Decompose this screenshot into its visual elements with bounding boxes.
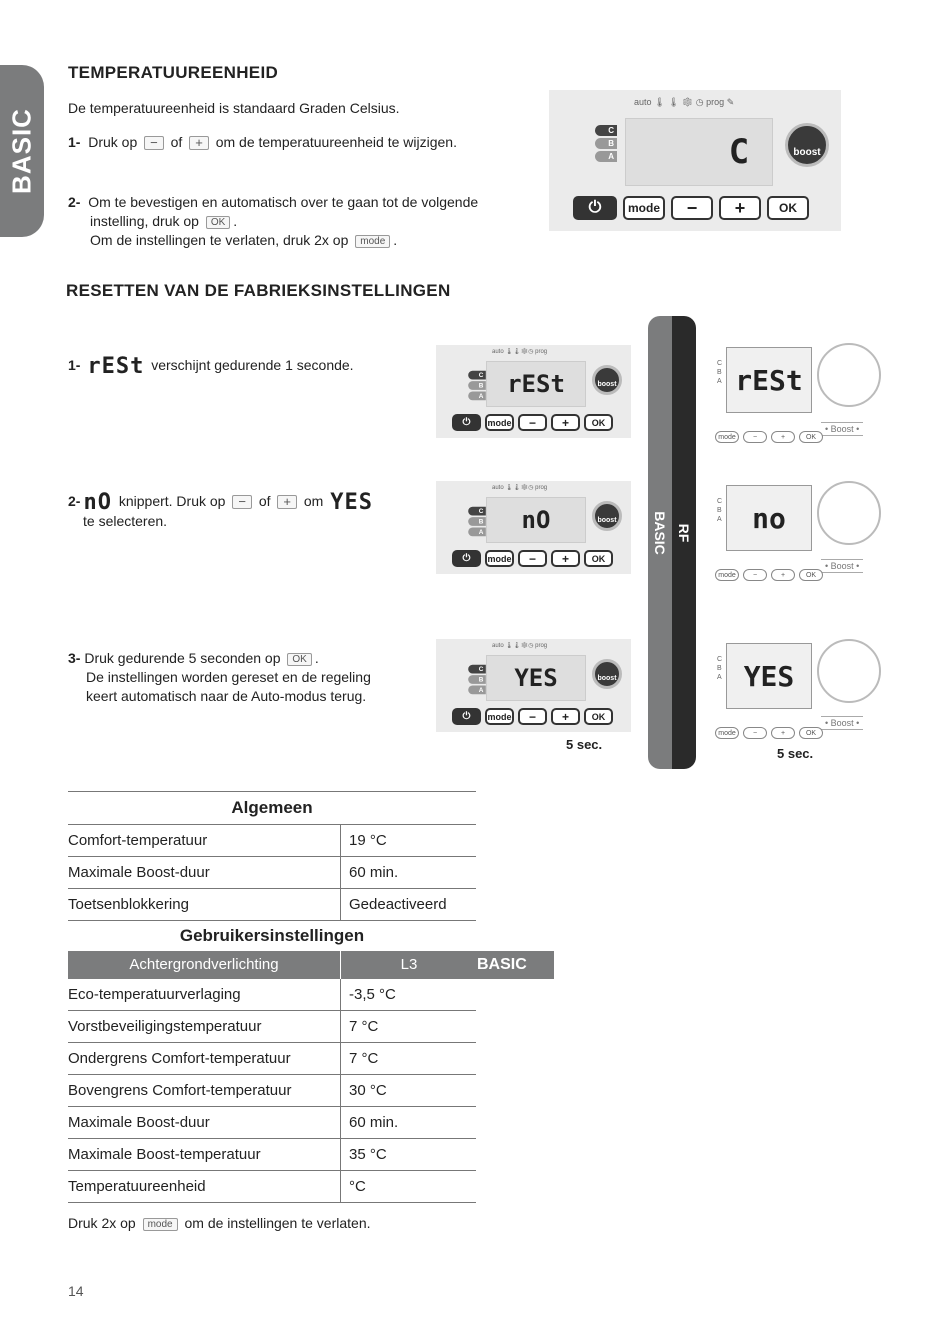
device-panel-rest: auto 🌡🌡❄◷ prog C B A rESt boost ⏻ mode − + OK — [436, 345, 631, 438]
minus-button[interactable]: − — [518, 550, 547, 567]
segment-rest: rESt — [87, 353, 145, 379]
section-title-factory-reset: RESETTEN VAN DE FABRIEKSINSTELLINGEN — [66, 281, 451, 300]
minus-button[interactable]: − — [518, 414, 547, 431]
plus-key-icon: + — [189, 136, 209, 150]
table-heading-general: Algemeen — [68, 791, 476, 824]
segment-yes: YES — [330, 489, 373, 515]
lcd-display: C — [625, 118, 773, 186]
rf-minus-button[interactable]: − — [743, 569, 767, 581]
rf-minus-button[interactable]: − — [743, 727, 767, 739]
reset-step-1: 1- rESt verschijnt gedurende 1 seconde. — [68, 353, 354, 379]
page-number: 14 — [68, 1283, 84, 1299]
rf-plus-button[interactable]: + — [771, 569, 795, 581]
table-row: Maximale Boost-duur 60 min. — [68, 857, 476, 889]
plus-button[interactable]: + — [719, 196, 761, 220]
boost-button[interactable]: boost — [592, 659, 622, 689]
boost-button[interactable]: boost — [592, 365, 622, 395]
rf-panel-yes: C B A YES • Boost • mode − + OK — [713, 639, 876, 743]
rf-lcd-display: YES — [726, 643, 812, 709]
rf-five-seconds-label: 5 sec. — [777, 746, 814, 761]
minus-key-icon: − — [144, 136, 164, 150]
power-button[interactable]: ⏻ — [452, 550, 481, 567]
mode-button[interactable]: mode — [485, 414, 514, 431]
mode-button[interactable]: mode — [485, 550, 514, 567]
mode-key-icon: mode — [355, 235, 390, 248]
rf-minus-button[interactable]: − — [743, 431, 767, 443]
mode-key-icon: mode — [143, 1218, 178, 1231]
rf-plus-button[interactable]: + — [771, 431, 795, 443]
table-row: Toetsenblokkering Gedeactiveerd — [68, 889, 476, 921]
table-row: Bovengrens Comfort-temperatuur 30 °C — [68, 1075, 476, 1107]
step-2-text: 2- Om te bevestigen en automatisch over te gaan tot de volgende instelling, druk op OK . Om de instellingen te verlaten, druk 2x op mode . — [68, 194, 479, 248]
power-button[interactable]: ⏻ — [573, 196, 617, 220]
device-panel-unit — [549, 90, 841, 231]
boost-button[interactable]: boost — [592, 501, 622, 531]
rf-dial[interactable] — [817, 481, 881, 545]
rf-panel-no: C B A no • Boost • mode − + OK — [713, 481, 876, 601]
plus-button[interactable]: + — [551, 550, 580, 567]
power-button[interactable]: ⏻ — [452, 414, 481, 431]
plus-key-icon: + — [277, 495, 297, 509]
table-heading-user: Gebruikersinstellingen — [68, 920, 476, 951]
ok-button[interactable]: OK — [584, 550, 613, 567]
rf-boost-label[interactable]: • Boost • — [821, 559, 863, 573]
boost-button[interactable]: boost — [785, 123, 829, 167]
ok-key-icon: OK — [287, 653, 311, 666]
minus-button[interactable]: − — [671, 196, 713, 220]
power-button[interactable]: ⏻ — [452, 708, 481, 725]
mode-button[interactable]: mode — [623, 196, 665, 220]
rf-lcd-display: rESt — [726, 347, 812, 413]
lcd-display: YES — [486, 655, 586, 701]
rf-boost-label[interactable]: • Boost • — [821, 716, 863, 730]
device-button-row — [573, 196, 809, 220]
footer-instruction: Druk 2x op mode om de instellingen te verlaten. — [68, 1215, 371, 1231]
reset-step-3: 3- Druk gedurende 5 seconden op OK . De instellingen worden gereset en de regeling keert automatisch naar de Auto-modus terug. — [68, 650, 371, 704]
segment-no: nO — [83, 489, 112, 515]
rf-mode-button[interactable]: mode — [715, 727, 739, 739]
basic-tag: BASIC — [477, 956, 527, 973]
rf-ok-button[interactable]: OK — [799, 431, 823, 443]
rf-ok-button[interactable]: OK — [799, 727, 823, 739]
rf-mode-button[interactable]: mode — [715, 569, 739, 581]
comfort-letters: C B A — [595, 125, 617, 162]
rf-dial[interactable] — [817, 639, 881, 703]
plus-button[interactable]: + — [551, 708, 580, 725]
ok-button[interactable]: OK — [767, 196, 809, 220]
device-panel-yes: auto 🌡🌡❄◷ prog C B A YES boost ⏻ mode − + OK — [436, 639, 631, 732]
step-1-text: 1- Druk op − of + om de temperatuureenheid te wijzigen. — [68, 134, 457, 151]
table-row: Maximale Boost-duur 60 min. — [68, 1107, 476, 1139]
table-row: Vorstbeveiligingstemperatuur 7 °C — [68, 1011, 476, 1043]
table-row: Temperatuureenheid °C — [68, 1171, 476, 1203]
lcd-display: rESt — [486, 361, 586, 407]
section-title-temperature-unit: TEMPERATUUREENHEID — [68, 63, 279, 82]
lcd-display: nO — [486, 497, 586, 543]
table-row: Maximale Boost-temperatuur 35 °C — [68, 1139, 476, 1171]
table-row-backlight: Achtergrondverlichting L3 BASIC — [68, 951, 554, 979]
ok-button[interactable]: OK — [584, 708, 613, 725]
device-panel-no: auto 🌡🌡❄◷ prog C B A nO boost ⏻ mode − + OK — [436, 481, 631, 574]
rf-plus-button[interactable]: + — [771, 727, 795, 739]
side-tab-basic: BASIC — [0, 65, 44, 237]
mode-button[interactable]: mode — [485, 708, 514, 725]
rf-lcd-display: no — [726, 485, 812, 551]
rf-ok-button[interactable]: OK — [799, 569, 823, 581]
plus-button[interactable]: + — [551, 414, 580, 431]
five-seconds-label: 5 sec. — [566, 737, 603, 752]
table-row: Ondergrens Comfort-temperatuur 7 °C — [68, 1043, 476, 1075]
intro-text: De temperatuureenheid is standaard Graden Celsius. — [68, 100, 400, 116]
table-row: Comfort-temperatuur 19 °C — [68, 825, 476, 857]
minus-key-icon: − — [232, 495, 252, 509]
rf-mode-button[interactable]: mode — [715, 431, 739, 443]
rf-panel-rest: C B A rESt • Boost • mode − + OK — [713, 343, 876, 463]
mode-icons: auto 🌡 🌡 ❄ ◷ prog ✎ — [634, 97, 735, 107]
table-row: Eco-temperatuurverlaging -3,5 °C — [68, 979, 476, 1011]
ok-key-icon: OK — [206, 216, 230, 229]
minus-button[interactable]: − — [518, 708, 547, 725]
ok-button[interactable]: OK — [584, 414, 613, 431]
basic-rf-divider: BASIC RF — [648, 316, 696, 769]
rf-dial[interactable] — [817, 343, 881, 407]
rf-boost-label[interactable]: • Boost • — [821, 422, 863, 436]
reset-step-2: 2- nO knippert. Druk op − of + om YES te selecteren. — [68, 489, 373, 529]
